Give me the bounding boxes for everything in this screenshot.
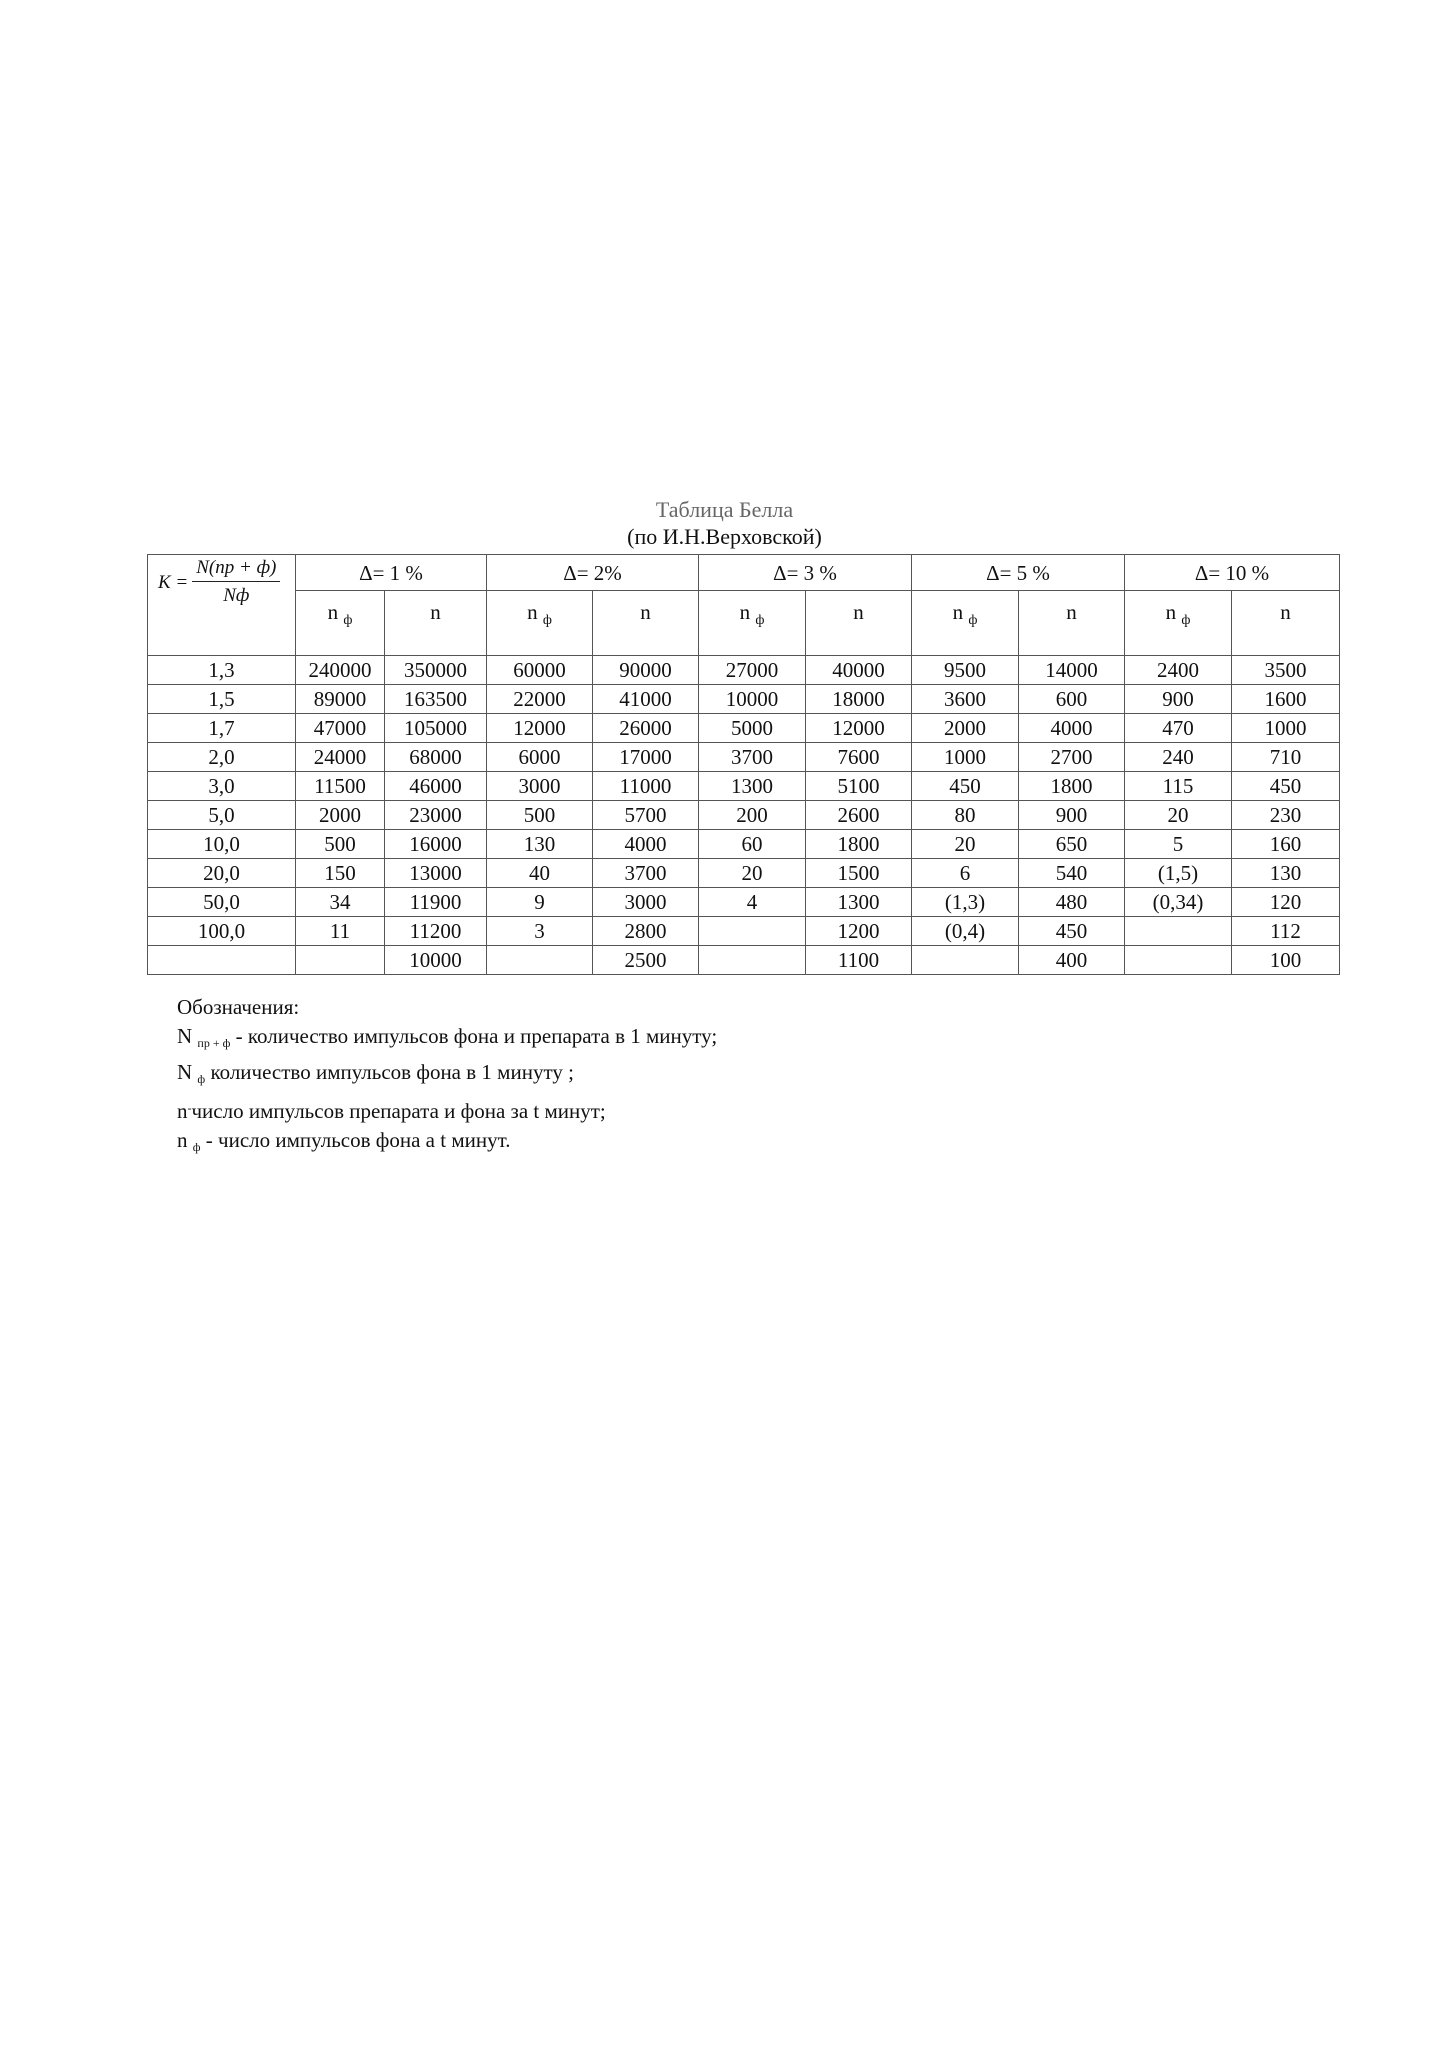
table-cell: 89000	[296, 685, 385, 714]
column-header	[1125, 591, 1232, 656]
table-cell: (0,4)	[912, 917, 1019, 946]
column-header-subscript: ф	[542, 613, 552, 628]
table-cell: 68000	[385, 743, 487, 772]
k-value-cell: 50,0	[148, 888, 296, 917]
table-cell: 3000	[593, 888, 699, 917]
table-cell	[912, 946, 1019, 975]
table-cell: 40000	[806, 656, 912, 685]
table-cell: 34	[296, 888, 385, 917]
header-row-columns	[148, 591, 1340, 656]
table-cell: 90000	[593, 656, 699, 685]
group-header: Δ= 3 %	[699, 555, 912, 591]
legend-heading: Обозначения:	[177, 995, 300, 1019]
table-cell: 240	[1125, 743, 1232, 772]
table-cell: 11200	[385, 917, 487, 946]
legend-symbol: N	[177, 1060, 193, 1084]
table-cell: 11	[296, 917, 385, 946]
table-cell	[487, 946, 593, 975]
table-cell: 12000	[487, 714, 593, 743]
header-row-groups	[148, 555, 1340, 591]
table-cell: 150	[296, 859, 385, 888]
column-header	[1232, 591, 1340, 656]
k-value-cell: 20,0	[148, 859, 296, 888]
table-row	[148, 888, 1340, 917]
bell-table	[147, 554, 1340, 975]
table-cell: 2800	[593, 917, 699, 946]
legend-line	[177, 1058, 717, 1094]
table-cell: 120	[1232, 888, 1340, 917]
k-value-cell: 100,0	[148, 917, 296, 946]
table-cell: 2000	[912, 714, 1019, 743]
table-cell: 24000	[296, 743, 385, 772]
table-cell: 3700	[699, 743, 806, 772]
table-cell: 2400	[1125, 656, 1232, 685]
table-cell: 27000	[699, 656, 806, 685]
legend-description: - число импульсов фона а t минут.	[200, 1128, 511, 1152]
column-header	[806, 591, 912, 656]
k-value-cell: 1,5	[148, 685, 296, 714]
table-cell: 540	[1019, 859, 1125, 888]
column-header	[1019, 591, 1125, 656]
table-cell: 4000	[1019, 714, 1125, 743]
column-header-symbol: n	[327, 600, 339, 624]
k-value-cell: 10,0	[148, 830, 296, 859]
k-formula	[158, 557, 280, 608]
table-cell	[699, 917, 806, 946]
table-row	[148, 743, 1340, 772]
group-header: Δ= 10 %	[1125, 555, 1340, 591]
table-title: Таблица Белла	[655, 497, 794, 522]
table-cell: 350000	[385, 656, 487, 685]
legend	[177, 993, 717, 1162]
table-cell: 20	[1125, 801, 1232, 830]
table-cell: 650	[1019, 830, 1125, 859]
column-header-symbol: n	[1066, 600, 1077, 624]
k-value-cell: 5,0	[148, 801, 296, 830]
table-cell: 163500	[385, 685, 487, 714]
column-header-symbol: n	[1165, 600, 1177, 624]
table-cell: 900	[1019, 801, 1125, 830]
table-cell: 900	[1125, 685, 1232, 714]
column-header-symbol: n	[1280, 600, 1291, 624]
column-header-subscript: ф	[343, 613, 353, 628]
table-row	[148, 772, 1340, 801]
table-cell: 130	[487, 830, 593, 859]
table-cell: 7600	[806, 743, 912, 772]
legend-symbol-subscript: ф	[192, 1140, 201, 1154]
table-cell: 2600	[806, 801, 912, 830]
k-value-cell: 2,0	[148, 743, 296, 772]
table-cell: 600	[1019, 685, 1125, 714]
table-cell	[1125, 917, 1232, 946]
column-header	[699, 591, 806, 656]
column-header-symbol: n	[952, 600, 964, 624]
column-header-symbol: n	[430, 600, 441, 624]
column-header	[487, 591, 593, 656]
table-cell: 20	[699, 859, 806, 888]
formula-lhs: K =	[158, 571, 189, 593]
legend-symbol: N	[177, 1024, 193, 1048]
table-cell: 1100	[806, 946, 912, 975]
table-row	[148, 801, 1340, 830]
table-row	[148, 656, 1340, 685]
table-cell: 500	[487, 801, 593, 830]
table-cell: 500	[296, 830, 385, 859]
table-cell: 6000	[487, 743, 593, 772]
legend-symbol: n	[177, 1099, 188, 1123]
legend-symbol: n	[177, 1128, 188, 1152]
table-cell: (1,5)	[1125, 859, 1232, 888]
table-cell: 1600	[1232, 685, 1340, 714]
table-body	[148, 656, 1340, 975]
table-cell: 5100	[806, 772, 912, 801]
table-cell: 9	[487, 888, 593, 917]
group-header: Δ= 5 %	[912, 555, 1125, 591]
table-cell: 47000	[296, 714, 385, 743]
table-cell: 1300	[699, 772, 806, 801]
k-value-cell: 1,3	[148, 656, 296, 685]
table-cell: 22000	[487, 685, 593, 714]
table-cell: 13000	[385, 859, 487, 888]
table-cell: 12000	[806, 714, 912, 743]
table-cell: 1000	[912, 743, 1019, 772]
table-cell: 14000	[1019, 656, 1125, 685]
column-header-symbol: n	[853, 600, 864, 624]
table-cell: 1800	[806, 830, 912, 859]
table-cell: 160	[1232, 830, 1340, 859]
table-cell: 4000	[593, 830, 699, 859]
column-header-subscript: ф	[1181, 613, 1191, 628]
legend-description: - количество импульсов фона и препарата в 1 минуту;	[230, 1024, 718, 1048]
group-header: Δ= 2%	[487, 555, 699, 591]
table-cell	[699, 946, 806, 975]
table-cell: 20	[912, 830, 1019, 859]
table-cell	[1125, 946, 1232, 975]
k-value-cell	[148, 946, 296, 975]
formula-fraction	[192, 557, 280, 608]
table-cell: 3700	[593, 859, 699, 888]
legend-symbol-subscript: ф	[197, 1072, 206, 1086]
table-cell: 46000	[385, 772, 487, 801]
table-cell: 11900	[385, 888, 487, 917]
table-cell: 6	[912, 859, 1019, 888]
table-cell: 3	[487, 917, 593, 946]
table-cell: 11500	[296, 772, 385, 801]
table-cell: 450	[912, 772, 1019, 801]
table-cell: 41000	[593, 685, 699, 714]
table-cell: 40	[487, 859, 593, 888]
formula-denominator: Nф	[223, 585, 250, 606]
table-cell: 1800	[1019, 772, 1125, 801]
table-cell: 2500	[593, 946, 699, 975]
table-cell: 240000	[296, 656, 385, 685]
column-header-symbol: n	[527, 600, 538, 624]
table-cell: 100	[1232, 946, 1340, 975]
table-cell: 10000	[699, 685, 806, 714]
table-cell: 10000	[385, 946, 487, 975]
column-header-subscript: ф	[755, 613, 765, 628]
column-header-symbol: n	[739, 600, 751, 624]
table-cell: 470	[1125, 714, 1232, 743]
formula-numerator: N(пр + ф)	[192, 557, 280, 582]
table-cell: 710	[1232, 743, 1340, 772]
table-cell: 1000	[1232, 714, 1340, 743]
table-cell: 5000	[699, 714, 806, 743]
table-cell: 3000	[487, 772, 593, 801]
table-cell: 4	[699, 888, 806, 917]
table-cell: 26000	[593, 714, 699, 743]
table-cell: (0,34)	[1125, 888, 1232, 917]
group-header: Δ= 1 %	[296, 555, 487, 591]
legend-description: количество импульсов фона в 1 минуту ;	[205, 1060, 574, 1084]
table-row	[148, 714, 1340, 743]
k-value-cell: 3,0	[148, 772, 296, 801]
legend-symbol-subscript: пр + ф	[197, 1036, 231, 1050]
table-row	[148, 859, 1340, 888]
table-cell: 23000	[385, 801, 487, 830]
table-cell: 230	[1232, 801, 1340, 830]
table-cell: 3500	[1232, 656, 1340, 685]
table-cell: (1,3)	[912, 888, 1019, 917]
table-cell: 17000	[593, 743, 699, 772]
column-header-subscript: ф	[968, 613, 978, 628]
table-cell: 2000	[296, 801, 385, 830]
table-cell: 11000	[593, 772, 699, 801]
k-value-cell: 1,7	[148, 714, 296, 743]
table-cell: 130	[1232, 859, 1340, 888]
table-cell: 450	[1232, 772, 1340, 801]
table-subtitle: (по И.Н.Верховской)	[627, 524, 822, 549]
column-header-symbol: n	[640, 600, 651, 624]
table-cell: 112	[1232, 917, 1340, 946]
table-cell: 2700	[1019, 743, 1125, 772]
table-row	[148, 830, 1340, 859]
table-cell: 80	[912, 801, 1019, 830]
table-cell: 1500	[806, 859, 912, 888]
table-cell: 9500	[912, 656, 1019, 685]
column-header	[385, 591, 487, 656]
table-cell: 450	[1019, 917, 1125, 946]
table-cell: 60000	[487, 656, 593, 685]
table-row	[148, 917, 1340, 946]
table-cell: 480	[1019, 888, 1125, 917]
table-cell: 3600	[912, 685, 1019, 714]
column-header	[912, 591, 1019, 656]
column-header	[593, 591, 699, 656]
column-header	[296, 591, 385, 656]
k-formula-cell	[148, 555, 296, 656]
legend-description: число импульсов препарата и фона за t минут;	[191, 1099, 606, 1123]
table-cell: 105000	[385, 714, 487, 743]
table-row	[148, 685, 1340, 714]
table-cell: 18000	[806, 685, 912, 714]
table-cell: 16000	[385, 830, 487, 859]
table-cell: 115	[1125, 772, 1232, 801]
table-cell: 5	[1125, 830, 1232, 859]
legend-symbol-mark: -	[187, 1101, 192, 1115]
legend-line	[177, 1022, 717, 1058]
table-cell: 200	[699, 801, 806, 830]
table-cell: 60	[699, 830, 806, 859]
legend-line	[177, 1094, 717, 1126]
table-cell: 5700	[593, 801, 699, 830]
table-row	[148, 946, 1340, 975]
table-cell: 400	[1019, 946, 1125, 975]
legend-line	[177, 1126, 717, 1162]
table-cell	[296, 946, 385, 975]
table-cell: 1300	[806, 888, 912, 917]
table-cell: 1200	[806, 917, 912, 946]
